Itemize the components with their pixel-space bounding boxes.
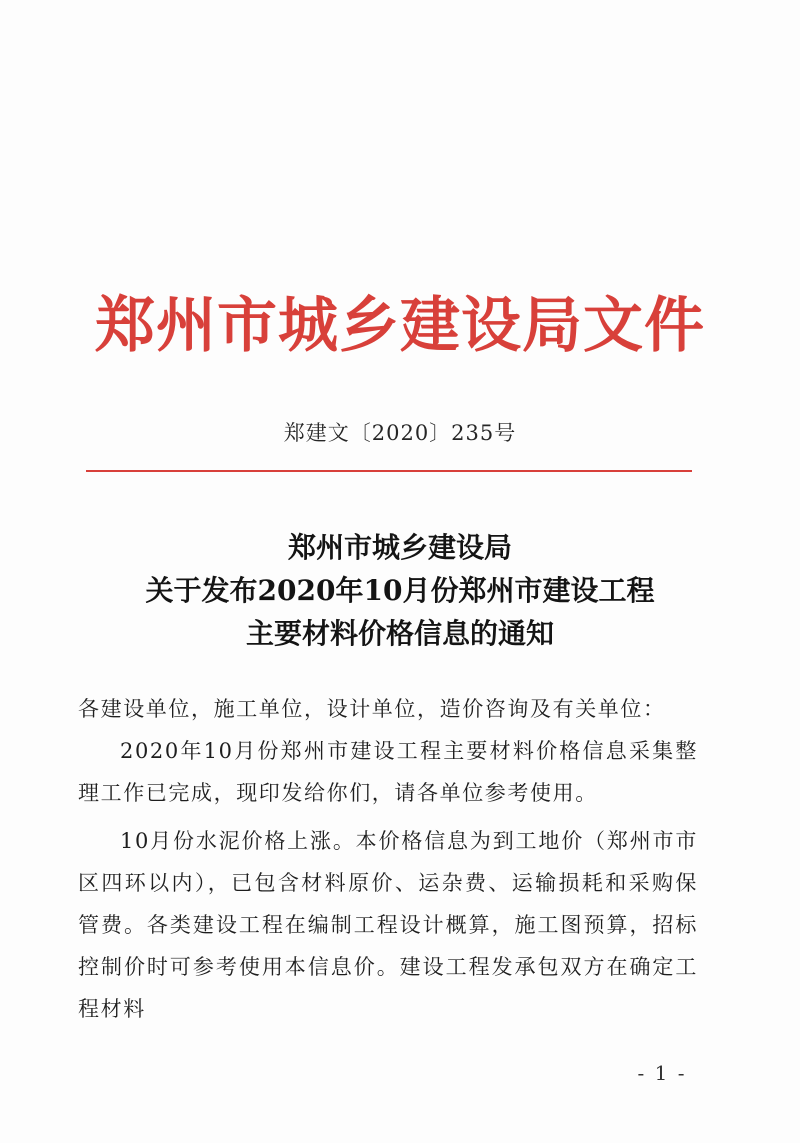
title-line-2: 关于发布2020年10月份郑州市建设工程 (145, 574, 655, 607)
red-divider-line (86, 470, 692, 472)
document-number: 郑建文〔2020〕235号 (283, 421, 517, 445)
body-paragraph-2: 10月份水泥价格上涨。本价格信息为到工地价（郑州市市区四环以内），已包含材料原价、运杂费、运输损耗和采购保管费。各类建设工程在编制工程设计概算，施工图预算，招标控制价时可参考使用本信息价。建设工程发承包双方在确定工程材料 (78, 829, 698, 1021)
page-number: - 1 - (637, 1061, 687, 1085)
issuer-header-title: 郑州市城乡建设局文件 (95, 291, 705, 361)
body-paragraph-1: 2020年10月份郑州市建设工程主要材料价格信息采集整理工作已完成，现印发给你们，请各单位参考使用。 (78, 739, 698, 805)
title-line-1: 郑州市城乡建设局 (287, 531, 512, 564)
salutation: 各建设单位，施工单位，设计单位，造价咨询及有关单位： (78, 697, 666, 721)
notice-title (60, 526, 740, 655)
title-line-3: 主要材料价格信息的通知 (245, 617, 554, 650)
notice-body (78, 688, 698, 1030)
